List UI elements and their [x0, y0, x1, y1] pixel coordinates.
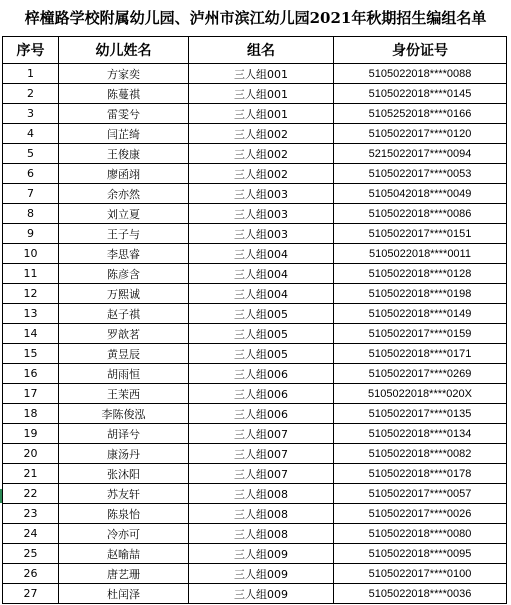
- table-row: [3, 564, 507, 584]
- cell-seq: 8: [3, 204, 59, 224]
- header-group: 组名: [189, 37, 334, 64]
- table-row: [3, 404, 507, 424]
- cell-name: 陈彦含: [59, 264, 189, 284]
- cell-name: 罗歆茗: [59, 324, 189, 344]
- cell-group: 三人组005: [189, 304, 334, 324]
- table-row: [3, 444, 507, 464]
- cell-group: 三人组002: [189, 164, 334, 184]
- cell-seq: 3: [3, 104, 59, 124]
- table-row: [3, 364, 507, 384]
- cell-group: 三人组004: [189, 264, 334, 284]
- cell-group: 三人组006: [189, 384, 334, 404]
- cell-id: 5105022018****0198: [334, 284, 507, 304]
- cell-id: 5215022017****0094: [334, 144, 507, 164]
- cell-seq: 12: [3, 284, 59, 304]
- cell-id: 5105022018****0145: [334, 84, 507, 104]
- cell-seq: 4: [3, 124, 59, 144]
- cell-group: 三人组001: [189, 84, 334, 104]
- row-selection-marker: [0, 489, 2, 503]
- cell-id: 5105022018****0086: [334, 204, 507, 224]
- table-row: [3, 124, 507, 144]
- header-id: 身份证号: [334, 37, 507, 64]
- table-row: [3, 524, 507, 544]
- cell-seq: 1: [3, 64, 59, 84]
- cell-id: 5105022018****0011: [334, 244, 507, 264]
- roster-table: [2, 36, 507, 604]
- table-row: [3, 324, 507, 344]
- cell-name: 胡译兮: [59, 424, 189, 444]
- cell-seq: 20: [3, 444, 59, 464]
- cell-group: 三人组004: [189, 284, 334, 304]
- cell-name: 王子与: [59, 224, 189, 244]
- cell-id: 5105022018****020X: [334, 384, 507, 404]
- table-row: [3, 204, 507, 224]
- cell-seq: 9: [3, 224, 59, 244]
- cell-name: 余亦然: [59, 184, 189, 204]
- cell-name: 王茉西: [59, 384, 189, 404]
- cell-id: 5105022017****0057: [334, 484, 507, 504]
- cell-seq: 18: [3, 404, 59, 424]
- cell-id: 5105022018****0082: [334, 444, 507, 464]
- cell-seq: 10: [3, 244, 59, 264]
- cell-id: 5105022017****0026: [334, 504, 507, 524]
- cell-name: 方家奕: [59, 64, 189, 84]
- cell-group: 三人组002: [189, 124, 334, 144]
- cell-name: 雷雯兮: [59, 104, 189, 124]
- cell-group: 三人组005: [189, 324, 334, 344]
- table-row: [3, 284, 507, 304]
- cell-name: 杜闰泽: [59, 584, 189, 604]
- cell-name: 陈蔓祺: [59, 84, 189, 104]
- table-row: [3, 384, 507, 404]
- cell-id: 5105022018****0134: [334, 424, 507, 444]
- table-row: [3, 184, 507, 204]
- cell-name: 李思睿: [59, 244, 189, 264]
- cell-id: 5105022017****0269: [334, 364, 507, 384]
- cell-name: 刘立夏: [59, 204, 189, 224]
- table-row: [3, 544, 507, 564]
- cell-group: 三人组008: [189, 504, 334, 524]
- cell-id: 5105022017****0159: [334, 324, 507, 344]
- cell-name: 苏友轩: [59, 484, 189, 504]
- cell-id: 5105022018****0036: [334, 584, 507, 604]
- cell-name: 唐艺珊: [59, 564, 189, 584]
- cell-group: 三人组006: [189, 364, 334, 384]
- header-row: [3, 37, 507, 64]
- cell-id: 5105022018****0088: [334, 64, 507, 84]
- cell-seq: 23: [3, 504, 59, 524]
- cell-seq: 22: [3, 484, 59, 504]
- cell-seq: 19: [3, 424, 59, 444]
- cell-name: 闫芷绮: [59, 124, 189, 144]
- cell-name: 李陈俊泓: [59, 404, 189, 424]
- cell-name: 黄昱辰: [59, 344, 189, 364]
- cell-id: 5105022017****0151: [334, 224, 507, 244]
- cell-group: 三人组007: [189, 444, 334, 464]
- cell-group: 三人组003: [189, 204, 334, 224]
- cell-name: 康汤丹: [59, 444, 189, 464]
- cell-seq: 11: [3, 264, 59, 284]
- table-row: [3, 464, 507, 484]
- page-title: 梓橦路学校附属幼儿园、泸州市滨江幼儿园2021年秋期招生编组名单: [24, 9, 487, 27]
- cell-group: 三人组003: [189, 224, 334, 244]
- cell-name: 廖函翊: [59, 164, 189, 184]
- cell-id: 5105022017****0120: [334, 124, 507, 144]
- cell-group: 三人组001: [189, 104, 334, 124]
- cell-name: 张沐阳: [59, 464, 189, 484]
- cell-name: 王俊康: [59, 144, 189, 164]
- cell-group: 三人组003: [189, 184, 334, 204]
- cell-seq: 7: [3, 184, 59, 204]
- cell-id: 5105022017****0135: [334, 404, 507, 424]
- cell-name: 赵子祺: [59, 304, 189, 324]
- cell-group: 三人组005: [189, 344, 334, 364]
- cell-name: 万熙诚: [59, 284, 189, 304]
- cell-group: 三人组002: [189, 144, 334, 164]
- cell-id: 5105022018****0149: [334, 304, 507, 324]
- table-row: [3, 164, 507, 184]
- cell-seq: 13: [3, 304, 59, 324]
- cell-id: 5105022017****0100: [334, 564, 507, 584]
- cell-seq: 14: [3, 324, 59, 344]
- cell-group: 三人组007: [189, 424, 334, 444]
- table-row: [3, 264, 507, 284]
- cell-seq: 16: [3, 364, 59, 384]
- cell-seq: 6: [3, 164, 59, 184]
- table-row: [3, 104, 507, 124]
- cell-seq: 24: [3, 524, 59, 544]
- table-row: [3, 224, 507, 244]
- cell-name: 陈泉怡: [59, 504, 189, 524]
- cell-group: 三人组008: [189, 484, 334, 504]
- cell-id: 5105022018****0128: [334, 264, 507, 284]
- table-row: [3, 584, 507, 604]
- table-row: [3, 504, 507, 524]
- cell-group: 三人组006: [189, 404, 334, 424]
- cell-name: 冷亦可: [59, 524, 189, 544]
- header-name: 幼儿姓名: [59, 37, 189, 64]
- table-row: [3, 424, 507, 444]
- cell-name: 赵喻喆: [59, 544, 189, 564]
- table-row: [3, 84, 507, 104]
- table-row: [3, 484, 507, 504]
- cell-seq: 17: [3, 384, 59, 404]
- cell-group: 三人组009: [189, 544, 334, 564]
- cell-group: 三人组007: [189, 464, 334, 484]
- cell-seq: 2: [3, 84, 59, 104]
- cell-group: 三人组008: [189, 524, 334, 544]
- cell-seq: 21: [3, 464, 59, 484]
- cell-id: 5105042018****0049: [334, 184, 507, 204]
- cell-group: 三人组009: [189, 564, 334, 584]
- table-row: [3, 64, 507, 84]
- table-row: [3, 344, 507, 364]
- cell-seq: 27: [3, 584, 59, 604]
- table-row: [3, 144, 507, 164]
- cell-id: 5105022018****0178: [334, 464, 507, 484]
- cell-group: 三人组004: [189, 244, 334, 264]
- cell-name: 胡雨恒: [59, 364, 189, 384]
- header-seq: 序号: [3, 37, 59, 64]
- cell-id: 5105022018****0095: [334, 544, 507, 564]
- cell-seq: 5: [3, 144, 59, 164]
- cell-group: 三人组009: [189, 584, 334, 604]
- cell-id: 5105252018****0166: [334, 104, 507, 124]
- table-row: [3, 304, 507, 324]
- cell-id: 5105022017****0053: [334, 164, 507, 184]
- cell-seq: 26: [3, 564, 59, 584]
- cell-id: 5105022018****0171: [334, 344, 507, 364]
- cell-seq: 25: [3, 544, 59, 564]
- cell-seq: 15: [3, 344, 59, 364]
- table-row: [3, 244, 507, 264]
- cell-group: 三人组001: [189, 64, 334, 84]
- cell-id: 5105022018****0080: [334, 524, 507, 544]
